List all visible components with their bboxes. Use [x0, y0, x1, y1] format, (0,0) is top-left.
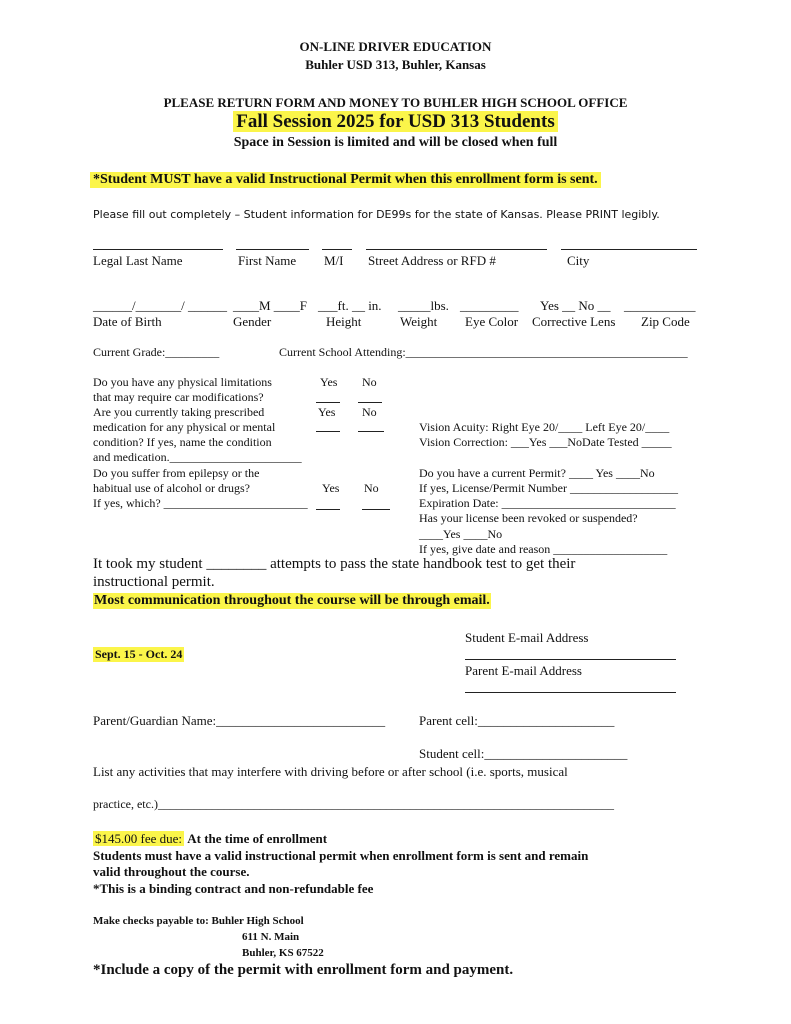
- fee-timing: At the time of enrollment: [187, 831, 328, 846]
- first-name-label: First Name: [238, 253, 297, 268]
- corrective-lens-field[interactable]: Yes __ No __: [540, 298, 611, 313]
- activities-line1: List any activities that may interfere with driving before or after school (i.e. sports, musical: [93, 764, 568, 779]
- email-notice: Most communication throughout the course will be through email.: [94, 593, 490, 608]
- fee-permit-line1: Students must have a valid instructional permit when enrollment form is sent and remain: [93, 848, 589, 863]
- current-school-field[interactable]: Current School Attending:_______________________________________________: [279, 345, 688, 359]
- q2-no-label: No: [362, 405, 377, 419]
- weight-field[interactable]: _____lbs.: [398, 298, 449, 313]
- gender-field[interactable]: ____M ____F: [233, 298, 308, 313]
- q1-no-label: No: [362, 375, 377, 389]
- revoked-options[interactable]: ____Yes ____No: [419, 527, 503, 541]
- session-title: Fall Session 2025 for USD 313 Students: [233, 111, 557, 132]
- q2-line2: medication for any physical or mental: [93, 420, 276, 434]
- header-line2: Buhler USD 313, Buhler, Kansas: [305, 57, 486, 72]
- city-field[interactable]: [561, 249, 697, 250]
- q3-no-label: No: [364, 481, 379, 495]
- last-name-label: Legal Last Name: [93, 253, 183, 268]
- q2-yes-field[interactable]: [316, 431, 340, 432]
- eye-color-field[interactable]: _________: [460, 298, 519, 313]
- q3-line3[interactable]: If yes, which? ________________________: [93, 496, 308, 510]
- permit-notice: *Student MUST have a valid Instructional Permit when this enrollment form is sent.: [90, 172, 601, 188]
- street-field[interactable]: [366, 249, 547, 250]
- height-label: Height: [326, 314, 362, 329]
- fee-amount: $145.00 fee due:: [95, 831, 183, 846]
- q2-line4[interactable]: and medication.______________________: [93, 450, 302, 464]
- q1-no-field[interactable]: [358, 402, 382, 403]
- q3-no-field[interactable]: [362, 509, 390, 510]
- zip-field[interactable]: ___________: [624, 298, 696, 313]
- q1-yes-field[interactable]: [316, 402, 340, 403]
- mi-field[interactable]: [322, 249, 352, 250]
- student-email-label: Student E-mail Address: [465, 630, 589, 645]
- dob-field[interactable]: ______/_______/ ______: [93, 298, 227, 313]
- permit-number[interactable]: If yes, License/Permit Number __________________: [419, 481, 678, 495]
- q2-line1: Are you currently taking prescribed: [93, 405, 265, 419]
- q3-line2: habitual use of alcohol or drugs?: [93, 481, 250, 495]
- attempts-line1[interactable]: It took my student ________ attempts to pass the state handbook test to get their: [93, 556, 576, 572]
- zip-label: Zip Code: [641, 314, 690, 329]
- current-permit[interactable]: Do you have a current Permit? ____ Yes ____No: [419, 466, 655, 480]
- street-label: Street Address or RFD #: [368, 253, 496, 268]
- eye-color-label: Eye Color: [465, 314, 519, 329]
- student-email-field[interactable]: [465, 659, 676, 660]
- header-line1: ON-LINE DRIVER EDUCATION: [299, 39, 492, 54]
- fee-permit-line2: valid throughout the course.: [93, 864, 250, 879]
- gender-label: Gender: [233, 314, 272, 329]
- session-dates: Sept. 15 - Oct. 24: [95, 647, 183, 661]
- vision-correction[interactable]: Vision Correction: ___Yes ___NoDate Tested _____: [419, 435, 672, 449]
- payable-city: Buhler, KS 67522: [242, 947, 324, 959]
- attempts-line2: instructional permit.: [93, 574, 215, 590]
- dob-label: Date of Birth: [93, 314, 162, 329]
- guardian-name-field[interactable]: Parent/Guardian Name:__________________________: [93, 713, 386, 728]
- q2-line3: condition? If yes, name the condition: [93, 435, 272, 449]
- q1-line1: Do you have any physical limitations: [93, 375, 272, 389]
- city-label: City: [567, 253, 590, 268]
- parent-email-field[interactable]: [465, 692, 676, 693]
- corrective-lens-label: Corrective Lens: [532, 314, 616, 329]
- weight-label: Weight: [400, 314, 438, 329]
- parent-cell-field[interactable]: Parent cell:_____________________: [419, 713, 615, 728]
- height-field[interactable]: ___ft. __ in.: [318, 298, 382, 313]
- activities-field[interactable]: practice, etc.)____________________________________________________________________________: [93, 797, 614, 811]
- return-notice: PLEASE RETURN FORM AND MONEY TO BUHLER HIGH SCHOOL OFFICE: [163, 95, 628, 110]
- revoked-question: Has your license been revoked or suspended?: [419, 511, 638, 525]
- q2-no-field[interactable]: [358, 431, 384, 432]
- q3-yes-field[interactable]: [316, 509, 340, 510]
- last-name-field[interactable]: [93, 249, 223, 250]
- q3-yes-label: Yes: [322, 481, 340, 495]
- q3-line1: Do you suffer from epilepsy or the: [93, 466, 260, 480]
- current-grade-field[interactable]: Current Grade:_________: [93, 345, 220, 359]
- q1-line2: that may require car modifications?: [93, 390, 264, 404]
- q1-yes-label: Yes: [320, 375, 338, 389]
- q2-yes-label: Yes: [318, 405, 336, 419]
- revoked-reason[interactable]: If yes, give date and reason ___________________: [419, 542, 668, 556]
- vision-acuity[interactable]: Vision Acuity: Right Eye 20/____ Left Eye 20/____: [419, 420, 670, 434]
- binding-contract: *This is a binding contract and non-refundable fee: [93, 881, 374, 896]
- student-cell-field[interactable]: Student cell:______________________: [419, 746, 628, 761]
- first-name-field[interactable]: [236, 249, 309, 250]
- payable-label: Make checks payable to: Buhler High School: [93, 915, 304, 927]
- parent-email-label: Parent E-mail Address: [465, 663, 582, 678]
- footer-notice: *Include a copy of the permit with enrollment form and payment.: [93, 962, 514, 978]
- payable-street: 611 N. Main: [242, 931, 300, 943]
- mi-label: M/I: [324, 253, 344, 268]
- fill-instructions: Please fill out completely – Student information for DE99s for the state of Kansas. Please PRINT legibly.: [93, 208, 660, 221]
- limited-notice: Space in Session is limited and will be closed when full: [233, 135, 558, 150]
- expiration-date[interactable]: Expiration Date: _____________________________: [419, 496, 676, 510]
